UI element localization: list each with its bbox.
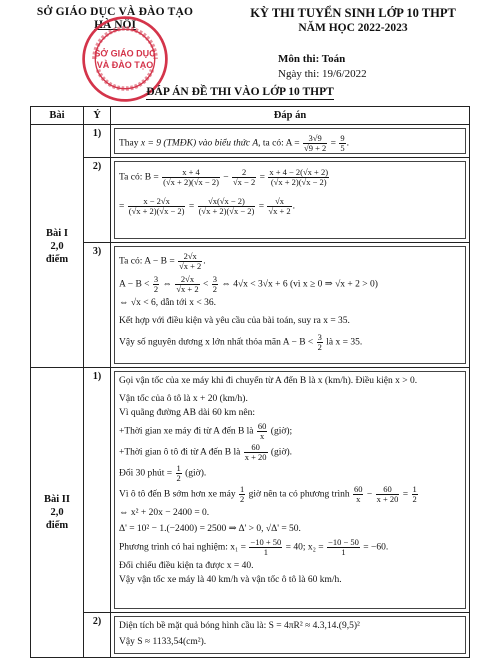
svg-text:VÀ ĐÀO TẠO: VÀ ĐÀO TẠO [96,60,154,70]
bai1-label-cell: Bài I 2,0 điểm [31,125,84,368]
answer-title: ĐÁP ÁN ĐỀ THI VÀO LỚP 10 THPT [146,86,334,98]
exam-date: Ngày thi: 19/6/2022 [278,68,367,80]
table-header-row [31,107,470,125]
school-year: NĂM HỌC 2022-2023 [298,22,408,34]
bai2-y2-number: 2) [84,613,111,658]
table-row [31,368,470,613]
table-row [31,158,470,243]
exam-subject: Môn thi: Toán [278,53,346,65]
col-header-bai: Bài [31,107,84,125]
bai1-y1-number: 1) [84,125,111,158]
bai1-y2-answer: Ta có: B = $\frac{x + 4}{(√x + 2)(√x - 2)}$ − $\frac{2}{√x - 2}$ = $\frac{x + 4 - 2(√x + 2)}{(√x + 2)(√x - 2)}$ = $\frac{x - 2√x}{(√x + 2)(√x - 2)}$ = $\frac{√x(√x - 2)}{(√x + 2)(√x - 2)}$ = $\frac{√x}{√x + 2}$ . [111,158,470,243]
table-row [31,243,470,368]
svg-text:SỞ GIÁO DỤC: SỞ GIÁO DỤC [94,48,156,59]
bai1-y1-answer: Thay x = 9 (TMĐK) vào biểu thức A, ta có: A = $\frac{3√9}{√9 + 2}$ = $\frac{9}{5}$ . [111,125,470,158]
bai1-y3-number: 3) [84,243,111,368]
table-row [31,125,470,158]
exam-title: KỲ THI TUYỂN SINH LỚP 10 THPT [250,6,456,20]
bai2-y1-answer: Gọi vận tốc của xe máy khi đi chuyển từ A đến B là x (km/h). Điều kiện x > 0. Vận tốc của ô tô là x + 20 (km/h). Vì quãng đường AB dài 60 km nên: +Thời gian xe máy đi từ A đến B là $\frac{60}{x}$ (giờ); +Thời gian ô tô đi từ A đến B là $\frac{60}{x + 20}$ (giờ). Đổi 30 phút = $\frac{1}{2}$ (giờ). Vì ô tô đến B sớm hơn xe máy $\frac{1}{2}$ giờ nên ta có phương trình $\frac{60}{x}$ − $\frac{60}{x + 20}$ = $\frac{1}{2}$ ⇔ x² + 20x − 2400 = 0. Δ' = 10² − 1.(−2400) = 2500 ⇒ Δ' > 0, √Δ' = 50. Phương trình có hai nghiệm: x₁ = $\frac{-10 + 50}{1}$ = 40; x₂ = $\frac{-10 - 50}{1}$ = −60. Đối chiếu điều kiện ta được x = 40. Vậy vận tốc xe máy là 40 km/h và vận tốc ô tô là 60 km/h. [111,368,470,613]
bai1-y3-answer: Ta có: A − B = $\frac{2√x}{√x + 2}$ . A − B < $\frac{3}{2}$ ⇔ $\frac{2√x}{√x + 2}$ < $\frac{3}{2}$ ⇔ 4√x < 3√x + 6 (vì x ≥ 0 ⇒ √x + 2 > 0) ⇔ √x < 6, dẫn tới x < 36. Kết hợp với điều kiện và yêu cầu của bài toán, suy ra x = 35. Vậy số nguyên dương x lớn nhất thỏa mãn A − B < $\frac{3}{2}$ là x = 35. [111,243,470,368]
exam-info [278,52,367,82]
exam-header [238,6,468,34]
bai2-y1-number: 1) [84,368,111,613]
department-line1: SỞ GIÁO DỤC VÀ ĐÀO TẠO [36,6,194,18]
col-header-y: Ý [84,107,111,125]
answer-table [30,106,470,658]
department-line2: HÀ NỘI [94,19,136,31]
bai1-y2-number: 2) [84,158,111,243]
col-header-dap-an: Đáp án [111,107,470,125]
bai2-label-cell: Bài II 2,0 điểm [31,368,84,658]
bai2-y2-answer: Diện tích bề mặt quả bóng hình cầu là: S = 4πR² ≈ 4.3,14.(9,5)² Vậy S ≈ 1133,54(cm²). [111,613,470,658]
table-row [31,613,470,658]
